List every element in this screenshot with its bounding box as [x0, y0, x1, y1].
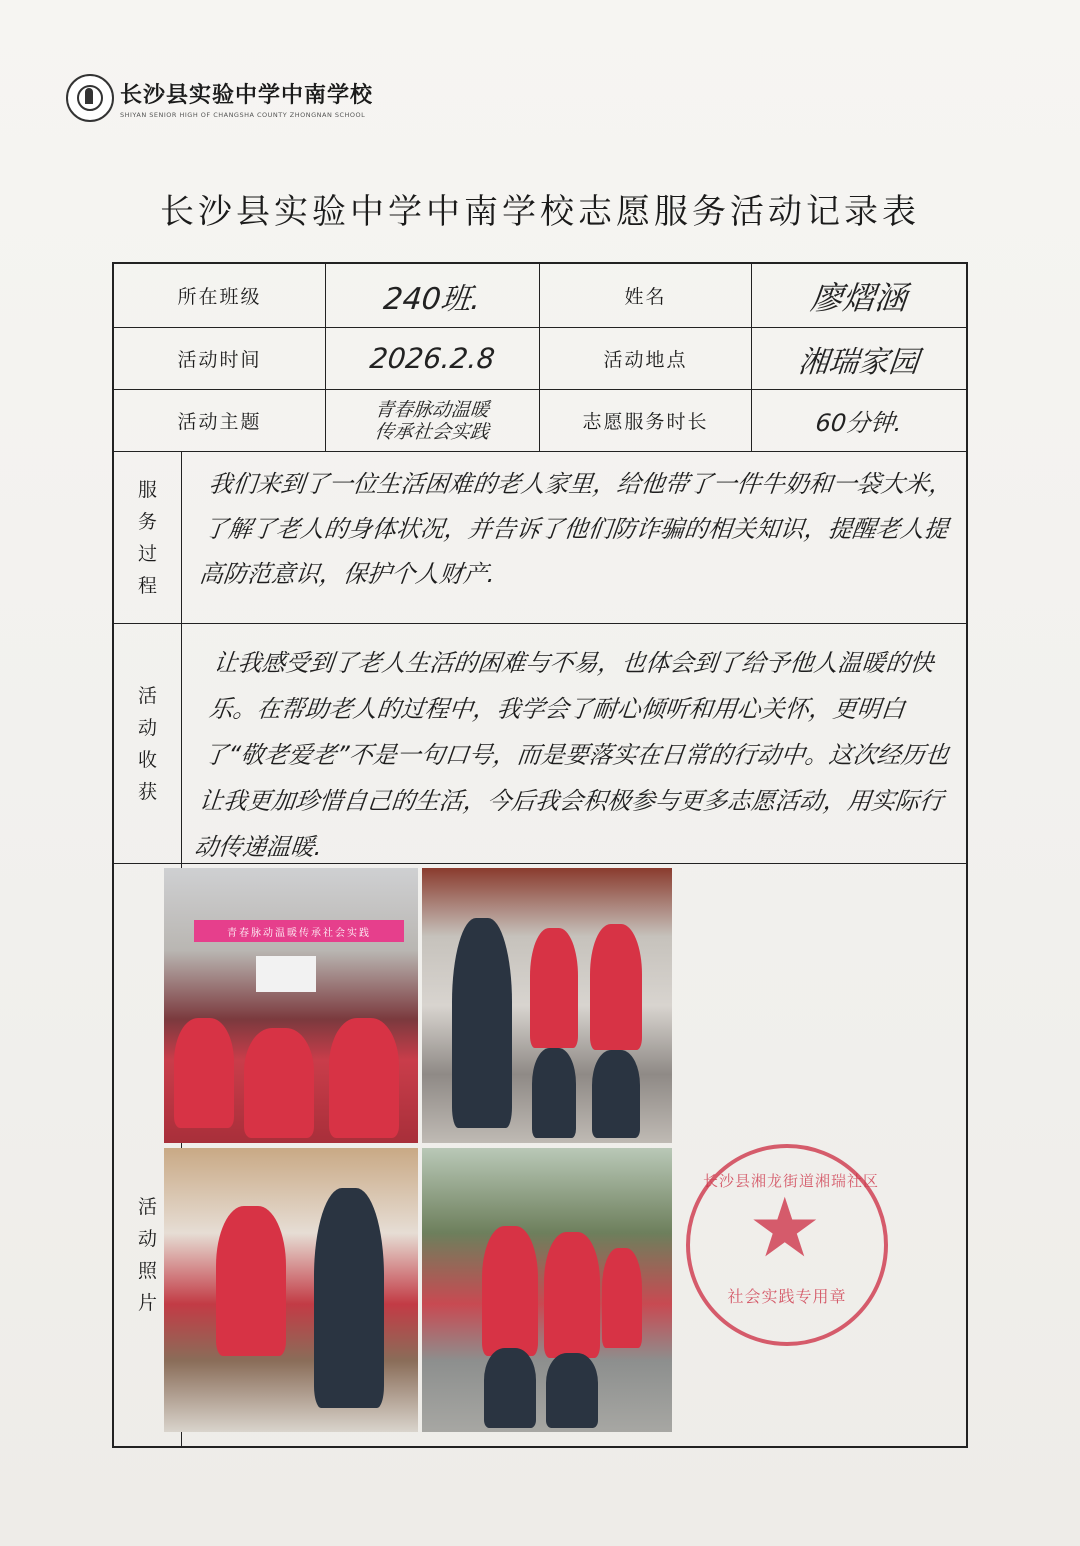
place-label: 活动地点: [603, 349, 688, 371]
activity-photo-gift: [164, 1148, 418, 1432]
label-char: 过: [137, 542, 157, 565]
activity-photo-outdoor: [422, 1148, 672, 1432]
row-theme-duration: [114, 390, 966, 452]
class-label: 所在班级: [177, 286, 262, 308]
harvest-label: [114, 624, 182, 863]
label-char: 片: [137, 1292, 157, 1314]
stamp-bottom-text: 社会实践专用章: [727, 1287, 847, 1306]
school-name: 长沙县实验中学中南学校: [120, 82, 374, 108]
star-icon: ★: [748, 1181, 822, 1276]
duration-value: 60分钟.: [814, 409, 904, 437]
label-char: 动: [137, 716, 157, 739]
stamp-arc-text: 长沙县湘龙街道湘瑞社区: [702, 1172, 879, 1190]
school-emblem-icon: [66, 74, 114, 122]
name-value: 廖熠涵: [808, 278, 909, 317]
theme-label: 活动主题: [177, 411, 262, 433]
community-seal-stamp: [686, 1144, 888, 1346]
label-char: 获: [137, 780, 157, 803]
name-label: 姓名: [624, 286, 667, 308]
school-name-en: SHIYAN SENIOR HIGH OF CHANGSHA COUNTY ZHONGNAN SCHOOL: [120, 110, 366, 119]
row-time-place: [114, 328, 966, 390]
harvest-text: 让我感受到了老人生活的困难与不易，也体会到了给予他人温暖的快乐。在帮助老人的过程中，我学会了耐心倾听和用心关怀，更明白了“敬老爱老”不是一句口号，而是要落实在日常的行动中。这次经历也让我更加珍惜自己的生活，今后我会积极参与更多志愿活动，用实际行动传递温暖.: [192, 649, 951, 861]
photo-banner: 青春脉动温暖传承社会实践: [194, 920, 404, 942]
label-char: 活: [137, 1196, 157, 1218]
time-label: 活动时间: [177, 349, 262, 371]
form-title: 长沙县实验中学中南学校志愿服务活动记录表: [160, 192, 920, 232]
activity-photo-group: [422, 868, 672, 1143]
service-process-label: [114, 452, 182, 623]
activity-photo-classroom: [164, 868, 418, 1143]
label-char: 活: [137, 684, 157, 707]
service-process-section: [114, 452, 966, 624]
label-char: 程: [137, 574, 157, 597]
theme-value-line1: 青春脉动温暖: [374, 398, 491, 421]
time-value: 2026.2.8: [368, 342, 497, 375]
label-char: 动: [137, 1228, 157, 1250]
service-process-text: 我们来到了一位生活困难的老人家里，给他带了一件牛奶和一袋大米，了解了老人的身体状况，并告诉了他们防诈骗的相关知识，提醒老人提高防范意识，保护个人财产.: [197, 470, 955, 588]
label-char: 务: [137, 510, 157, 533]
label-char: 收: [137, 748, 157, 771]
class-value: 240班.: [381, 281, 483, 317]
row-class-name: [114, 264, 966, 328]
theme-value-line2: 传承社会实践: [374, 420, 491, 443]
place-value: 湘瑞家园: [796, 344, 921, 380]
school-logo-block: [66, 74, 373, 122]
label-char: 服: [137, 478, 157, 501]
duration-label: 志愿服务时长: [582, 411, 709, 433]
projector-screen: [256, 956, 316, 992]
harvest-section: [114, 624, 966, 864]
label-char: 照: [137, 1260, 157, 1282]
